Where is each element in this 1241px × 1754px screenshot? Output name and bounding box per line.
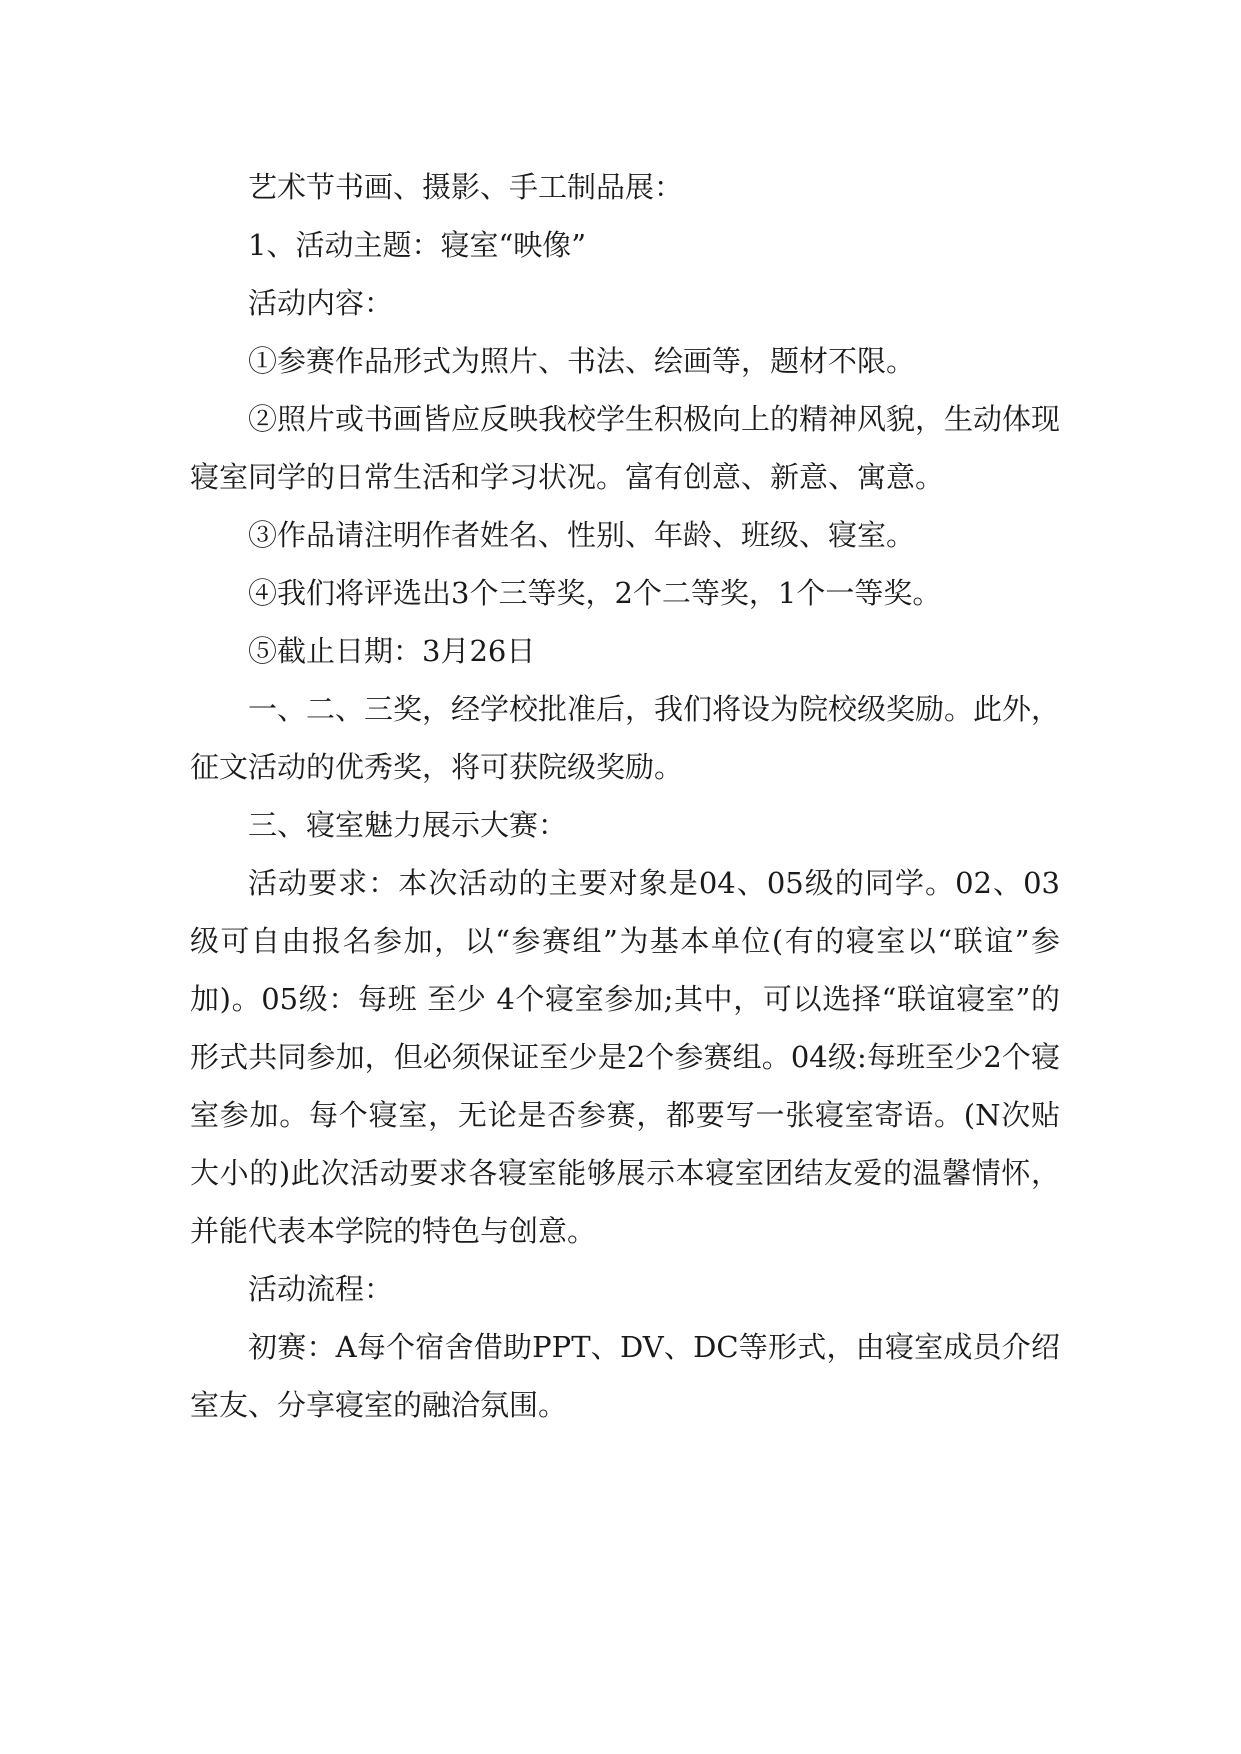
paragraph-section-heading: 三、寝室魅力展示大赛： (248, 808, 568, 842)
paragraph-awards: 一、二、三奖，经学校批准后，我们将设为院校级奖励。此外，征文活动的优秀奖，将可获院级奖励。 (190, 692, 1061, 784)
paragraph-item-4: ④我们将评选出3个三等奖，2个二等奖，1个一等奖。 (248, 576, 942, 610)
paragraph-item-3: ③作品请注明作者姓名、性别、年龄、班级、寝室。 (248, 518, 916, 552)
paragraph-item-2: ②照片或书画皆应反映我校学生积极向上的精神风貌，生动体现寝室同学的日常生活和学习状况。富有创意、新意、寓意。 (190, 402, 1061, 494)
paragraph-item-5: ⑤截止日期：3月26日 (248, 634, 536, 668)
paragraph-activity-content-heading: 活动内容： (248, 286, 394, 320)
paragraph-activity-theme: 1、活动主题：寝室“映像” (248, 228, 587, 262)
paragraph-preliminary: 初赛：A每个宿舍借助PPT、DV、DC等形式，由寝室成员介绍室友、分享寝室的融洽氛围。 (190, 1330, 1060, 1422)
paragraph-exhibition-heading: 艺术节书画、摄影、手工制品展： (248, 170, 684, 204)
paragraph-requirements: 活动要求：本次活动的主要对象是04、05级的同学。02、03级可自由报名参加，以“参赛组”为基本单位(有的寝室以“联谊”参加)。05级：每班 至少 4个寝室参加;其中，可以选择“联谊寝室”的形式共同参加，但必须保证至少是2个参赛组。04级:每班至少2个寝室参加。每个寝室，无论是否参赛，都要写一张寝室寄语。(N次贴大小的)此次活动要求各寝室能够展示本寝室团结友爱的温馨情怀，并能代表本学院的特色与创意。 (190, 866, 1060, 1248)
paragraph-item-1: ①参赛作品形式为照片、书法、绘画等，题材不限。 (248, 344, 916, 378)
document-body (190, 158, 1060, 1434)
paragraph-process-heading: 活动流程： (248, 1272, 394, 1306)
